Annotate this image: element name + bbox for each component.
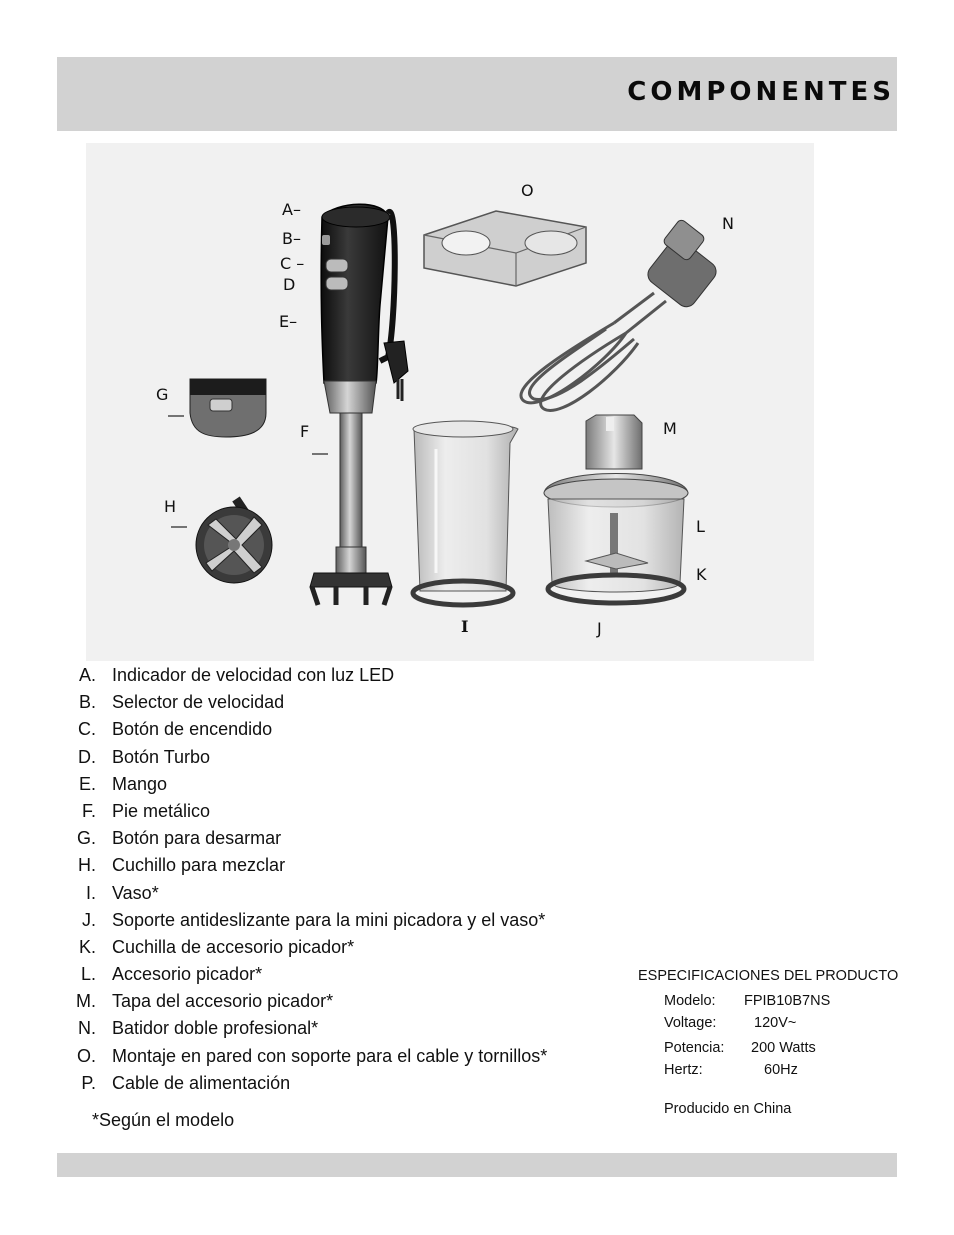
spec-value: FPIB10B7NS [744,993,831,1009]
callout-h: H [164,497,177,516]
item-text: Vaso* [112,882,159,903]
item-letter: H. [78,855,96,876]
item-text: Tapa del accesorio picador* [112,991,334,1012]
callout-n: N [722,214,734,233]
callout-e: E– [279,312,298,331]
spec-label: Hertz: [664,1062,703,1078]
callout-l: L [696,517,705,536]
item-text: Selector de velocidad [112,692,285,713]
item-text: Mango [112,773,168,794]
spec-label: Modelo: [664,993,716,1009]
callout-j: J [597,619,602,638]
item-text: Cuchillo para mezclar [112,855,286,876]
page-title: COMPONENTES [627,77,895,107]
release-button-detail [190,379,266,437]
callout-i: I [461,617,469,636]
item-letter: J. [81,909,96,930]
spec-value: 60Hz [764,1062,798,1078]
blending-blade-detail [196,499,272,583]
callout-g: G [156,385,169,404]
header-bar [57,57,897,131]
item-text: Cuchilla de accesorio picador* [112,936,355,957]
item-letter: G. [76,828,96,849]
callout-o: O [521,181,534,200]
item-text: Indicador de velocidad con luz LED [112,665,395,685]
model-footnote: *Según el modelo [92,1110,235,1130]
chopper-attachment [544,415,688,603]
item-letter: I. [85,882,96,903]
item-letter: O. [76,1045,96,1066]
item-text: Pie metálico [112,800,211,821]
wall-mount [424,211,586,286]
item-letter: E. [78,773,96,794]
item-letter: N. [78,1018,96,1039]
item-text: Botón para desarmar [112,828,282,849]
callout-a: A– [282,200,301,219]
item-text: Montaje en pared con soporte para el cable y tornillos* [112,1045,548,1066]
callout-f: F [300,422,310,441]
beaker [413,421,518,605]
item-letter: D. [78,746,96,767]
item-letter: F. [81,800,96,821]
item-letter: A. [78,665,96,685]
components-figure [86,143,814,661]
callout-c: C – [280,254,305,273]
spec-value: 120V~ [754,1015,797,1031]
blender-shaft [310,381,392,605]
item-text: Cable de alimentación [112,1072,291,1093]
item-text: Soporte antideslizante para la mini picadora y el vaso* [112,909,546,930]
item-text: Accesorio picador* [112,964,263,985]
callout-k: K [696,565,707,584]
item-letter: C. [78,719,96,740]
spec-label: Voltage: [664,1015,717,1031]
item-text: Botón de encendido [112,719,273,740]
spec-label: Potencia: [664,1040,725,1056]
callout-b: B– [282,229,301,248]
item-letter: K. [78,936,96,957]
footer-bar [57,1153,897,1177]
item-letter: B. [78,692,96,713]
item-letter: L. [80,964,96,985]
specs-title: ESPECIFICACIONES DEL PRODUCTO [638,968,899,984]
item-letter: P. [81,1072,96,1093]
spec-value: 200 Watts [751,1040,816,1056]
item-text: Batidor doble profesional* [112,1018,319,1039]
callout-d: D [283,275,296,294]
blender-handle [321,204,408,401]
callout-m: M [663,419,677,438]
made-in-text: Producido en China [664,1101,792,1117]
item-text: Botón Turbo [112,746,211,767]
item-letter: M. [76,991,96,1012]
